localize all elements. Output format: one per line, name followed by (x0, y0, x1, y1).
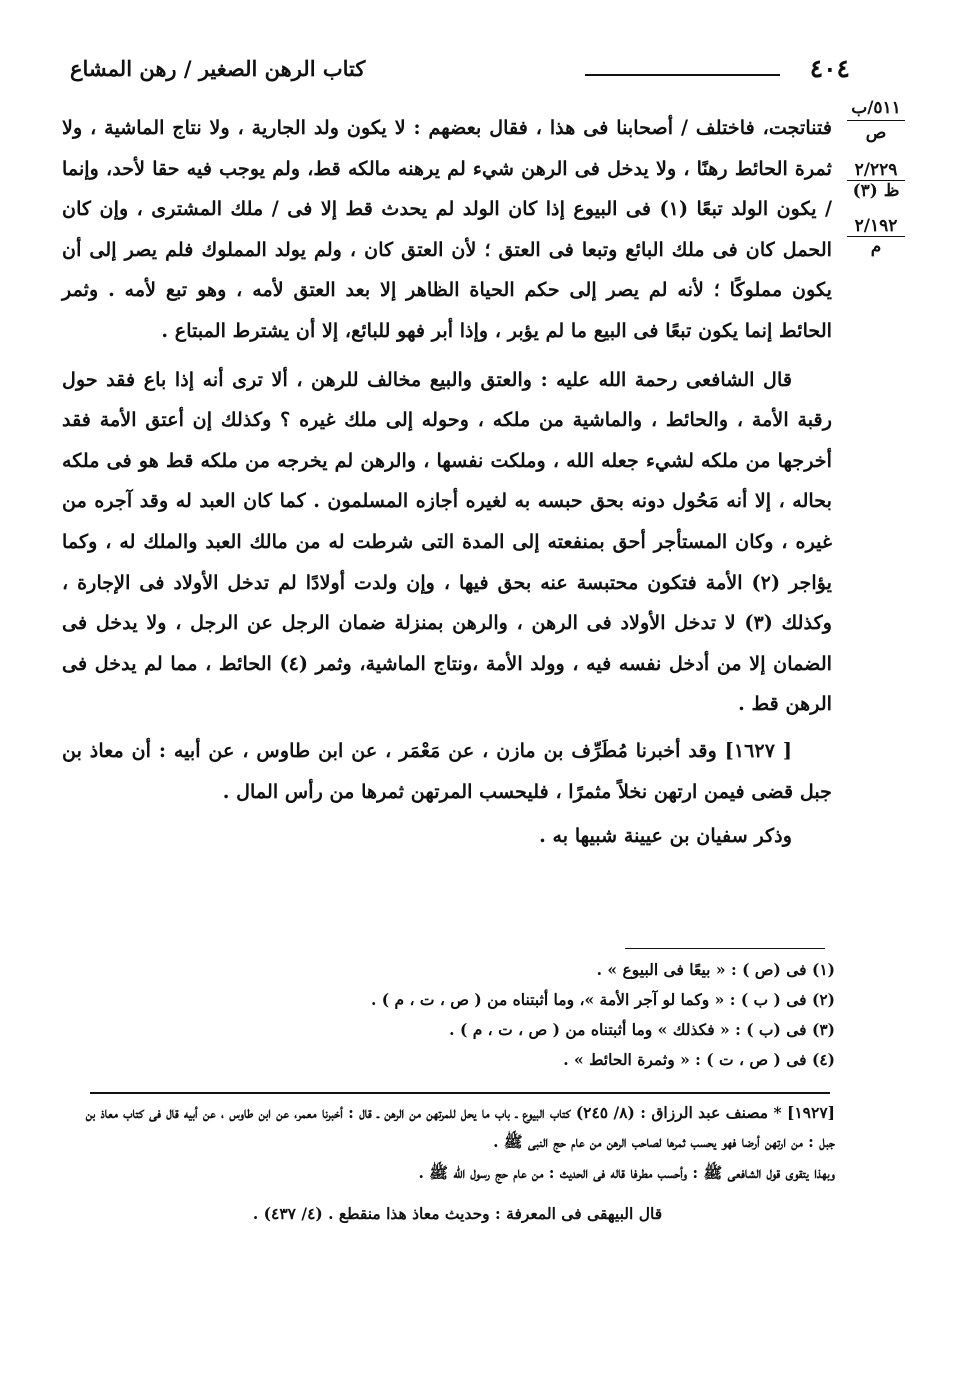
paragraph: وذكر سفيان بن عيينة شبيها به . (539, 824, 792, 848)
paragraph-text: رحمة الله عليه : والعتق والبيع مخالف للرهن ، ألا ترى أنه إذا باع فقد حول رقبة الأمة ، والحائط ، والماشية من ملكه ، وحوله إلى ملك غيره ؟ وكذلك إن أعتق الأمة فقد أخرجها من ملكه لشيء جعله الله ، وملكت نفسها ، والرهن لم يخرجه من ملكه قط هو فى ملكه بحاله ، إلا أنه مَحُول دونه بحق حبسه به لغيره أجازه المسلمون . كما كان العبد له وقد آجره من غيره ، وكان المستأجر أحق بمنفعته إلى المدة التى شرطت له من مالك العبد والملك له ، وكما يؤاجر (٢) الأمة فتكون محتبسة عنه بحق فيها ، وإن ولدت أولادًا لم تدخل الأولاد فى الإجارة ، وكذلك (٣) لا تدخل الأولاد فى الرهن ، والرهن بمنزلة ضمان الرجل عن الرجل ، ولا يدخل فى الضمان إلا من أدخل نفسه فيه ، وولد الأمة ،ونتاج الماشية، وثمر (٤) الحائط ، مما لم يدخل فى الرهن قط . (62, 367, 833, 716)
takhrij-note: قال البيهقى فى المعرفة : وحديث معاذ هذا منقطع . (٤/ ٤٣٧) . (252, 1204, 663, 1223)
margin-note: ٢/١٩٢ (847, 216, 905, 237)
takhrij-note: وبهذا يتقوى قول الشافعى ﷺ : وأحسب مطرفا قاله فى الحديث : من عام حج رسول الله ﷺ . (418, 1163, 835, 1182)
hadith-paragraph: [ ١٦٢٧] وقد أخبرنا مُطَرِّف بن مازن ، عن مَعْمَر ، عن ابن طاوس ، عن أبيه : أن معاذ بن جبل قضى فيمن ارتهن نخلاً مثمرًا ، فليحسب المرتهن ثمرها من رأس المال . (62, 738, 832, 803)
footnote: (٣) فى (ب ) : « فكذلك » وما أثبتناه من ( ص ، ت ، م ) . (449, 1020, 835, 1039)
margin-note: ٢/٢٢٩ (847, 160, 905, 181)
header-rule (585, 74, 780, 76)
footnote: (١) فى (ص ) : « بيعًا فى البيوع » . (596, 960, 835, 979)
footnotes (100, 955, 835, 1075)
footnote: (٤) فى ( ص ، ت ) : « وثمرة الحائط » . (563, 1050, 835, 1069)
page-header (70, 52, 850, 92)
footnote-rule (625, 948, 825, 949)
margin-note: م (870, 236, 882, 257)
takhrij-rule (90, 1092, 830, 1094)
main-text (62, 108, 832, 857)
speaker-lead: قال الشافعى (685, 367, 792, 391)
margin-notes (847, 98, 905, 257)
takhrij-note: [١٩٢٧] * مصنف عبد الرزاق : (٨/ ٢٤٥) كتاب البيوع ـ باب ما يحل للمرتهن من الرهن ـ قال : أخبرنا معمر، عن ابن طاوس ، عن أبيه قال فى كتاب معاذ بن جبل : من ارتهن أرضا فهو يحسب ثمرها لصاحب الرهن من عام حج النبى ﷺ . (85, 1103, 835, 1151)
footnote: (٢) فى ( ب ) : « وكما لو آجر الأمة »، وما أثبتناه من ( ص ، ت ، م ) . (371, 990, 835, 1009)
paragraph (62, 360, 832, 725)
running-title: كتاب الرهن الصغير / رهن المشاع (70, 56, 366, 81)
margin-note: ص (865, 123, 887, 144)
paragraph: فتناتجت، فاختلف / أصحابنا فى هذا ، فقال بعضهم : لا يكون ولد الجارية ، ولا نتاج الماشية ، ولا ثمرة الحائط رهنًا ، ولا يدخل فى الرهن شيء لم يرهنه مالكه قط، ولم يوجب فيه حقا لأحد، وإنما / يكون الولد تبعًا (١) فى البيوع إذا كان الولد لم يحدث قط إلا فى / ملك المشترى ، وإن كان الحمل كان فى ملك البائع وتبعا فى العتق ؛ لأن العتق كان ، ولم يولد المملوك فلم يصر إلى أن يكون مملوكًا ؛ لأنه لم يصر إلى حكم الحياة الظاهر إلا بعد العتق لأمه ، وهو تبع لأمه . وثمر الحائط إنما يكون تبعًا فى البيع ما لم يؤبر ، وإذا أبر فهو للبائع، إلا أن يشترط المبتاع . (62, 116, 832, 342)
margin-note: ٥١١/ب (847, 98, 905, 121)
takhrij-notes (80, 1098, 835, 1228)
margin-note: ظ (٣) (852, 181, 900, 202)
page-number: ٤٠٤ (809, 54, 850, 83)
